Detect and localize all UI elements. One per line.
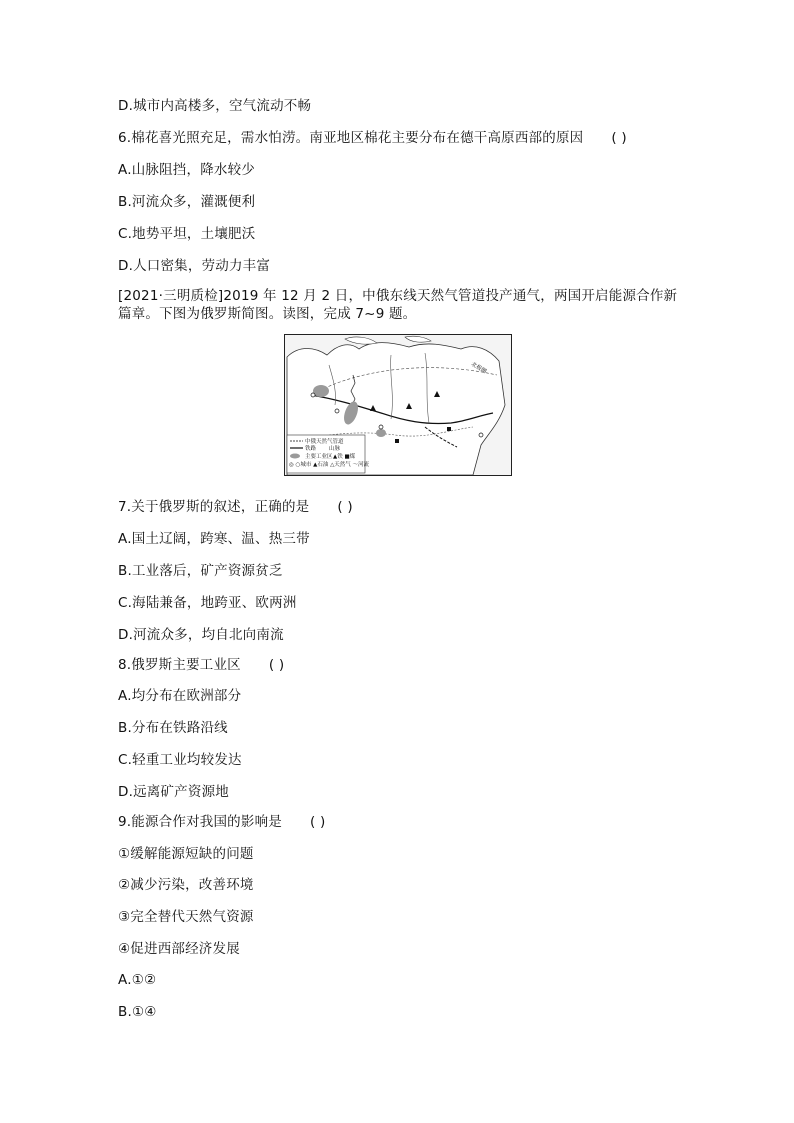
q7-option-a: A.国土辽阔，跨寒、温、热三带 (118, 531, 310, 547)
statement-4: ④促进西部经济发展 (118, 941, 240, 957)
industrial-area-1 (313, 385, 329, 397)
question-9-text: 9.能源合作对我国的影响是 (118, 814, 282, 830)
q6-option-c: C.地势平坦，土壤肥沃 (118, 226, 256, 242)
q7-option-b: B.工业落后，矿产资源贫乏 (118, 563, 283, 579)
arctic-circle-label: 北极圈 (470, 361, 488, 375)
question-7 (118, 498, 353, 516)
q7-option-c: C.海陆兼备，地跨亚、欧两洲 (118, 595, 297, 611)
statement-2: ②减少污染，改善环境 (118, 877, 254, 893)
q6-option-a: A.山脉阻挡，降水较少 (118, 162, 255, 178)
answer-blank: ( ) (337, 499, 353, 515)
q7-option-d: D.河流众多，均自北向南流 (118, 627, 284, 643)
legend-industrial: 主要工业区 (305, 454, 333, 460)
intro-line-2: 篇章。下图为俄罗斯简图。读图，完成 7~9 题。 (118, 306, 417, 322)
q9-option-b: B.①④ (118, 1004, 157, 1020)
q9-option-a: A.①② (118, 972, 157, 988)
q6-option-d: D.人口密集，劳动力丰富 (118, 258, 271, 274)
question-7-text: 7.关于俄罗斯的叙述，正确的是 (118, 499, 310, 515)
statement-3: ③完全替代天然气资源 (118, 909, 254, 925)
q8-option-b: B.分布在铁路沿线 (118, 720, 228, 736)
option-d-prev: D.城市内高楼多，空气流动不畅 (118, 98, 312, 114)
legend-iron-coal: ▲铁 ■煤 (333, 454, 356, 460)
q8-option-d: D.远离矿产资源地 (118, 784, 229, 800)
q8-option-c: C.轻重工业均较发达 (118, 752, 242, 768)
russia-map-svg (285, 335, 511, 475)
legend-mountain: 山脉 (329, 446, 341, 452)
question-9 (118, 813, 325, 831)
statement-1: ①缓解能源短缺的问题 (118, 846, 254, 862)
q6-option-b: B.河流众多，灌溉便利 (118, 194, 256, 210)
industrial-area-3 (376, 429, 386, 437)
question-8-text: 8.俄罗斯主要工业区 (118, 657, 241, 673)
intro-line-1: [2021·三明质检]2019 年 12 月 2 日，中俄东线天然气管道投产通气，两国开启能源合作新 (118, 288, 678, 304)
legend-pipeline: 中俄天然气管道 (305, 439, 344, 445)
question-6-text: 6.棉花喜光照充足，需水怕涝。南亚地区棉花主要分布在德干高原西部的原因 (118, 130, 584, 146)
russia-map (284, 334, 512, 476)
question-8 (118, 656, 284, 674)
legend-railway: 铁路 (305, 446, 317, 452)
answer-blank: ( ) (309, 814, 326, 830)
q8-option-a: A.均分布在欧洲部分 (118, 688, 242, 704)
question-6 (118, 129, 627, 147)
answer-blank: ( ) (268, 657, 285, 673)
answer-blank: ( ) (611, 130, 627, 146)
legend-city-oil-gas: ◎ ○城市 ▲石油 △天然气 〜河流 (289, 462, 370, 468)
